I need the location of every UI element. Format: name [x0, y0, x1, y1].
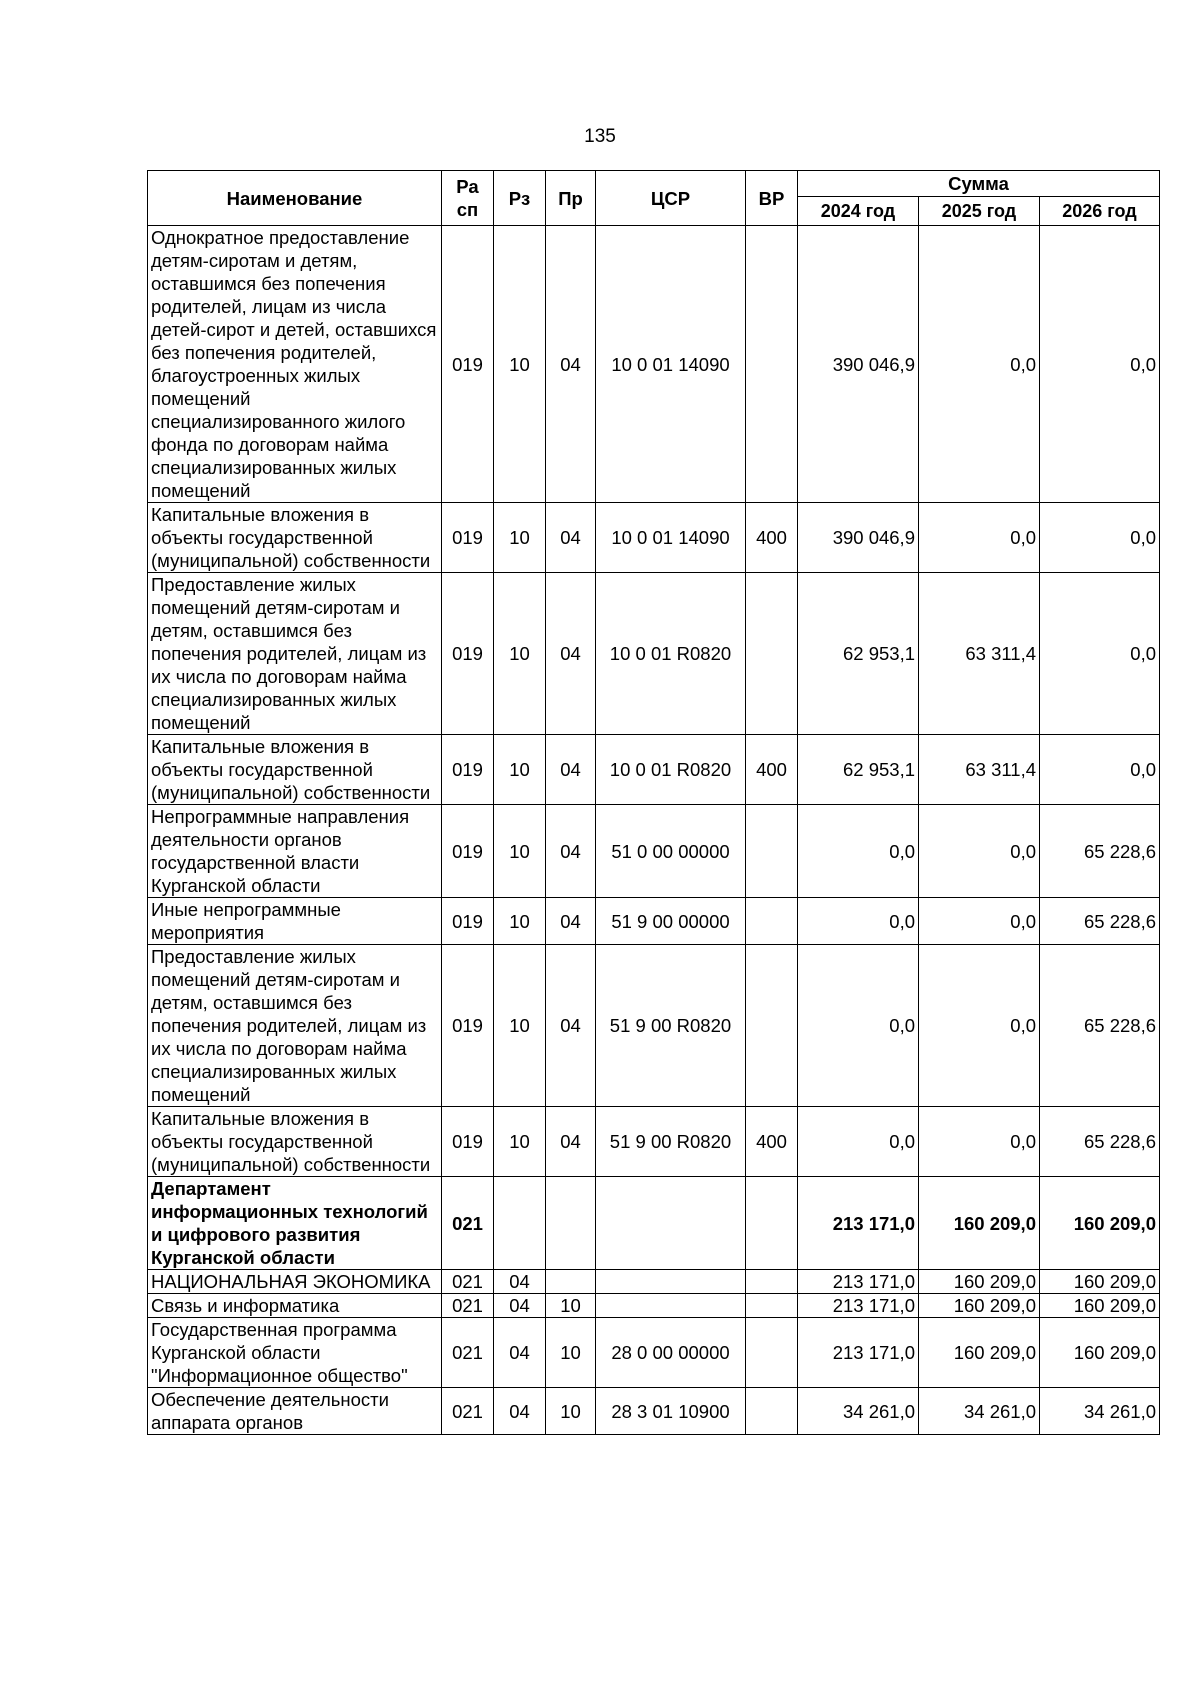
cell-name: Департамент информационных технологий и цифрового развития Курганской области	[148, 1177, 442, 1270]
cell-y2025: 63 311,4	[919, 735, 1040, 805]
cell-csr: 10 0 01 R0820	[596, 735, 746, 805]
page-number: 135	[584, 126, 616, 147]
header-pr: Пр	[546, 171, 596, 226]
cell-y2025: 0,0	[919, 1107, 1040, 1177]
cell-csr: 10 0 01 R0820	[596, 573, 746, 735]
cell-y2026: 0,0	[1040, 573, 1160, 735]
cell-pr: 04	[546, 226, 596, 503]
cell-csr: 10 0 01 14090	[596, 503, 746, 573]
cell-name: Связь и информатика	[148, 1294, 442, 1318]
cell-vr	[746, 805, 798, 898]
cell-y2026: 160 209,0	[1040, 1318, 1160, 1388]
cell-rasp: 021	[442, 1294, 494, 1318]
cell-pr: 10	[546, 1318, 596, 1388]
cell-vr: 400	[746, 1107, 798, 1177]
cell-pr: 04	[546, 573, 596, 735]
cell-y2024: 0,0	[798, 805, 919, 898]
header-year-2026: 2026 год	[1040, 197, 1160, 226]
cell-y2025: 0,0	[919, 898, 1040, 945]
cell-rz: 10	[494, 1107, 546, 1177]
cell-csr: 51 9 00 00000	[596, 898, 746, 945]
header-csr: ЦСР	[596, 171, 746, 226]
table-row	[148, 945, 1160, 1107]
cell-rasp: 021	[442, 1177, 494, 1270]
cell-csr: 51 0 00 00000	[596, 805, 746, 898]
cell-name: НАЦИОНАЛЬНАЯ ЭКОНОМИКА	[148, 1270, 442, 1294]
table-row	[148, 1294, 1160, 1318]
budget-table	[147, 170, 1160, 1435]
cell-y2024: 390 046,9	[798, 503, 919, 573]
cell-y2024: 390 046,9	[798, 226, 919, 503]
cell-pr: 10	[546, 1294, 596, 1318]
table-row	[148, 1388, 1160, 1435]
cell-pr: 04	[546, 898, 596, 945]
cell-rasp: 021	[442, 1270, 494, 1294]
header-rz: Рз	[494, 171, 546, 226]
table-body	[148, 226, 1160, 1435]
cell-rasp: 019	[442, 898, 494, 945]
header-sum: Сумма	[798, 171, 1160, 197]
cell-rasp: 021	[442, 1318, 494, 1388]
cell-vr	[746, 1270, 798, 1294]
table-row	[148, 226, 1160, 503]
table-row	[148, 1270, 1160, 1294]
cell-rasp: 019	[442, 573, 494, 735]
cell-y2025: 0,0	[919, 805, 1040, 898]
cell-name: Однократное предоставление детям-сиротам и детям, оставшимся без попечения родителей, лицам из числа детей-сирот и детей, оставшихся без попечения родителей, благоустроенных жилых помещений специализированного жилого фонда по договорам найма специализированных жилых помещений	[148, 226, 442, 503]
header-name: Наименование	[148, 171, 442, 226]
cell-csr: 10 0 01 14090	[596, 226, 746, 503]
cell-pr: 04	[546, 945, 596, 1107]
cell-y2025: 34 261,0	[919, 1388, 1040, 1435]
cell-y2026: 0,0	[1040, 503, 1160, 573]
cell-y2025: 160 209,0	[919, 1270, 1040, 1294]
cell-vr	[746, 945, 798, 1107]
cell-rz: 04	[494, 1388, 546, 1435]
cell-rz: 10	[494, 805, 546, 898]
table-row	[148, 573, 1160, 735]
cell-rasp: 019	[442, 805, 494, 898]
cell-vr: 400	[746, 503, 798, 573]
cell-y2025: 63 311,4	[919, 573, 1040, 735]
cell-name: Предоставление жилых помещений детям-сиротам и детям, оставшимся без попечения родителей, лицам из их числа по договорам найма специализированных жилых помещений	[148, 945, 442, 1107]
cell-name: Иные непрограммные мероприятия	[148, 898, 442, 945]
cell-name: Обеспечение деятельности аппарата органов	[148, 1388, 442, 1435]
table-row	[148, 1177, 1160, 1270]
cell-y2026: 160 209,0	[1040, 1294, 1160, 1318]
cell-csr: 28 3 01 10900	[596, 1388, 746, 1435]
cell-csr: 51 9 00 R0820	[596, 945, 746, 1107]
cell-rz: 10	[494, 945, 546, 1107]
cell-y2024: 62 953,1	[798, 573, 919, 735]
cell-y2024: 0,0	[798, 898, 919, 945]
cell-rz: 10	[494, 226, 546, 503]
header-rasp: Ра сп	[442, 171, 494, 226]
cell-csr	[596, 1294, 746, 1318]
cell-y2025: 0,0	[919, 945, 1040, 1107]
table-row	[148, 805, 1160, 898]
cell-vr	[746, 898, 798, 945]
cell-rasp: 019	[442, 503, 494, 573]
cell-y2024: 213 171,0	[798, 1294, 919, 1318]
cell-name: Капитальные вложения в объекты государственной (муниципальной) собственности	[148, 735, 442, 805]
cell-vr	[746, 1177, 798, 1270]
cell-name: Непрограммные направления деятельности органов государственной власти Курганской области	[148, 805, 442, 898]
cell-y2025: 160 209,0	[919, 1177, 1040, 1270]
cell-y2024: 213 171,0	[798, 1270, 919, 1294]
header-vr: ВР	[746, 171, 798, 226]
cell-y2026: 65 228,6	[1040, 805, 1160, 898]
cell-vr	[746, 573, 798, 735]
cell-y2026: 65 228,6	[1040, 1107, 1160, 1177]
cell-rz: 10	[494, 898, 546, 945]
header-year-2025: 2025 год	[919, 197, 1040, 226]
cell-rz	[494, 1177, 546, 1270]
cell-y2024: 0,0	[798, 1107, 919, 1177]
cell-y2024: 0,0	[798, 945, 919, 1107]
cell-pr	[546, 1177, 596, 1270]
cell-y2025: 0,0	[919, 226, 1040, 503]
cell-csr: 51 9 00 R0820	[596, 1107, 746, 1177]
cell-name: Государственная программа Курганской области "Информационное общество"	[148, 1318, 442, 1388]
cell-pr: 04	[546, 503, 596, 573]
cell-y2026: 34 261,0	[1040, 1388, 1160, 1435]
cell-rz: 10	[494, 503, 546, 573]
cell-rz: 04	[494, 1318, 546, 1388]
cell-pr: 04	[546, 735, 596, 805]
cell-y2026: 0,0	[1040, 735, 1160, 805]
cell-pr: 04	[546, 1107, 596, 1177]
table-header	[148, 171, 1160, 226]
table-row	[148, 735, 1160, 805]
table-row	[148, 898, 1160, 945]
cell-y2026: 65 228,6	[1040, 898, 1160, 945]
cell-y2026: 0,0	[1040, 226, 1160, 503]
cell-csr	[596, 1270, 746, 1294]
table-row	[148, 1107, 1160, 1177]
cell-y2026: 160 209,0	[1040, 1177, 1160, 1270]
cell-vr	[746, 1318, 798, 1388]
cell-vr	[746, 1294, 798, 1318]
cell-csr: 28 0 00 00000	[596, 1318, 746, 1388]
table-row	[148, 1318, 1160, 1388]
cell-y2026: 160 209,0	[1040, 1270, 1160, 1294]
cell-y2026: 65 228,6	[1040, 945, 1160, 1107]
cell-pr: 10	[546, 1388, 596, 1435]
cell-rasp: 019	[442, 945, 494, 1107]
cell-vr	[746, 1388, 798, 1435]
cell-y2024: 34 261,0	[798, 1388, 919, 1435]
cell-y2024: 62 953,1	[798, 735, 919, 805]
table-row	[148, 503, 1160, 573]
cell-y2025: 0,0	[919, 503, 1040, 573]
cell-rz: 04	[494, 1270, 546, 1294]
cell-rasp: 019	[442, 735, 494, 805]
cell-name: Капитальные вложения в объекты государственной (муниципальной) собственности	[148, 1107, 442, 1177]
cell-rz: 10	[494, 573, 546, 735]
cell-y2024: 213 171,0	[798, 1177, 919, 1270]
cell-name: Предоставление жилых помещений детям-сиротам и детям, оставшимся без попечения родителей, лицам из их числа по договорам найма специализированных жилых помещений	[148, 573, 442, 735]
cell-pr	[546, 1270, 596, 1294]
cell-csr	[596, 1177, 746, 1270]
cell-name: Капитальные вложения в объекты государственной (муниципальной) собственности	[148, 503, 442, 573]
cell-vr	[746, 226, 798, 503]
cell-y2024: 213 171,0	[798, 1318, 919, 1388]
header-year-2024: 2024 год	[798, 197, 919, 226]
cell-pr: 04	[546, 805, 596, 898]
cell-rz: 04	[494, 1294, 546, 1318]
cell-y2025: 160 209,0	[919, 1294, 1040, 1318]
cell-y2025: 160 209,0	[919, 1318, 1040, 1388]
cell-rasp: 019	[442, 226, 494, 503]
cell-rz: 10	[494, 735, 546, 805]
cell-vr: 400	[746, 735, 798, 805]
cell-rasp: 021	[442, 1388, 494, 1435]
cell-rasp: 019	[442, 1107, 494, 1177]
